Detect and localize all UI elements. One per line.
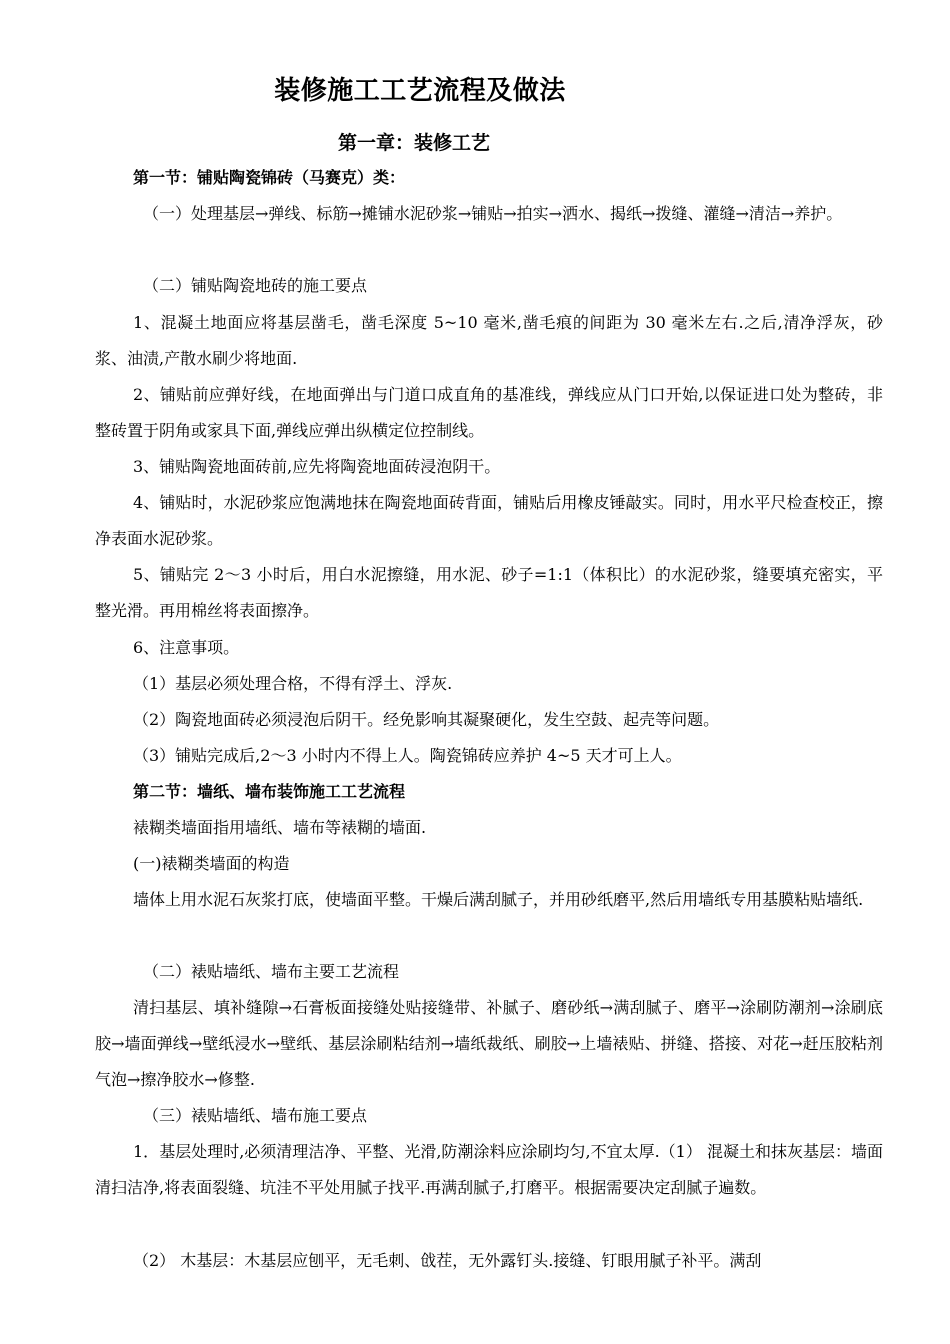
section1-note3: （3）铺贴完成后,2～3 小时内不得上人。陶瓷锦砖应养护 4~5 天才可上人。 [133,746,682,765]
section2-intro: 裱糊类墙面指用墙纸、墙布等裱糊的墙面. [133,818,427,837]
section2-heading: 第二节：墙纸、墙布装饰施工工艺流程 [133,782,406,801]
section1-subheading: （二）铺贴陶瓷地砖的施工要点 [143,276,368,295]
section2-sub3: （三）裱贴墙纸、墙布施工要点 [143,1106,368,1125]
section2-sub2: （二）裱贴墙纸、墙布主要工艺流程 [143,962,400,981]
section1-item6: 6、注意事项。 [133,638,240,657]
section1-item2: 2、铺贴前应弹好线，在地面弹出与门道口成直角的基准线，弹线应从门口开始,以保证进口处为整砖，非整砖置于阴角或家具下面,弹线应弹出纵横定位控制线。 [95,385,883,440]
section1-process: （一）处理基层→弹线、标筋→摊铺水泥砂浆→铺贴→拍实→洒水、揭纸→拨缝、灌缝→清洁→养护。 [143,204,843,223]
section2-point1: 1．基层处理时,必须清理洁净、平整、光滑,防潮涂料应涂刷均匀,不宜太厚.（1） 混凝土和抹灰基层：墙面清扫洁净,将表面裂缝、坑洼不平处用腻子找平.再满刮腻子,打磨平。根据需要决定刮腻子遍数。 [95,1142,883,1197]
section1-item1: 1、混凝土地面应将基层凿毛，凿毛深度 5~10 毫米,凿毛痕的间距为 30 毫米左右.之后,清净浮灰，砂浆、油渍,产散水刷少将地面. [95,313,883,368]
document-title: 装修施工工艺流程及做法 [274,76,566,106]
section1-heading: 第一节：铺贴陶瓷锦砖（马赛克）类： [133,168,406,187]
section2-construction: 墙体上用水泥石灰浆打底，使墙面平整。干燥后满刮腻子，并用砂纸磨平,然后用墙纸专用基膜粘贴墙纸. [133,890,864,909]
chapter-heading: 第一章：装修工艺 [337,132,490,154]
section1-note2: （2）陶瓷地面砖必须浸泡后阴干。经免影响其凝聚硬化，发生空鼓、起壳等问题。 [133,710,720,729]
section1-item4: 4、铺贴时，水泥砂浆应饱满地抹在陶瓷地面砖背面，铺贴后用橡皮锤敲实。同时，用水平尺检查校正，擦净表面水泥砂浆。 [95,493,883,548]
section2-sub1: (一)裱糊类墙面的构造 [133,854,290,873]
section2-process: 清扫基层、填补缝隙→石膏板面接缝处贴接缝带、补腻子、磨砂纸→满刮腻子、磨平→涂刷防潮剂→涂刷底胶→墙面弹线→壁纸浸水→壁纸、基层涂刷粘结剂→墙纸裁纸、刷胶→上墙裱贴、拼缝、搭接、对花→赶压胶粘剂气泡→擦净胶水→修整. [95,998,883,1089]
section1-item5: 5、铺贴完 2～3 小时后，用白水泥擦缝，用水泥、砂子=1:1（体积比）的水泥砂浆，缝要填充密实，平整光滑。再用棉丝将表面擦净。 [95,565,883,620]
section1-item3: 3、铺贴陶瓷地面砖前,应先将陶瓷地面砖浸泡阴干。 [133,457,501,476]
section1-note1: （1）基层必须处理合格，不得有浮土、浮灰. [133,674,453,693]
section2-point2: （2） 木基层：木基层应刨平，无毛刺、戗茬，无外露钉头.接缝、钉眼用腻子补平。满刮 [133,1251,762,1270]
